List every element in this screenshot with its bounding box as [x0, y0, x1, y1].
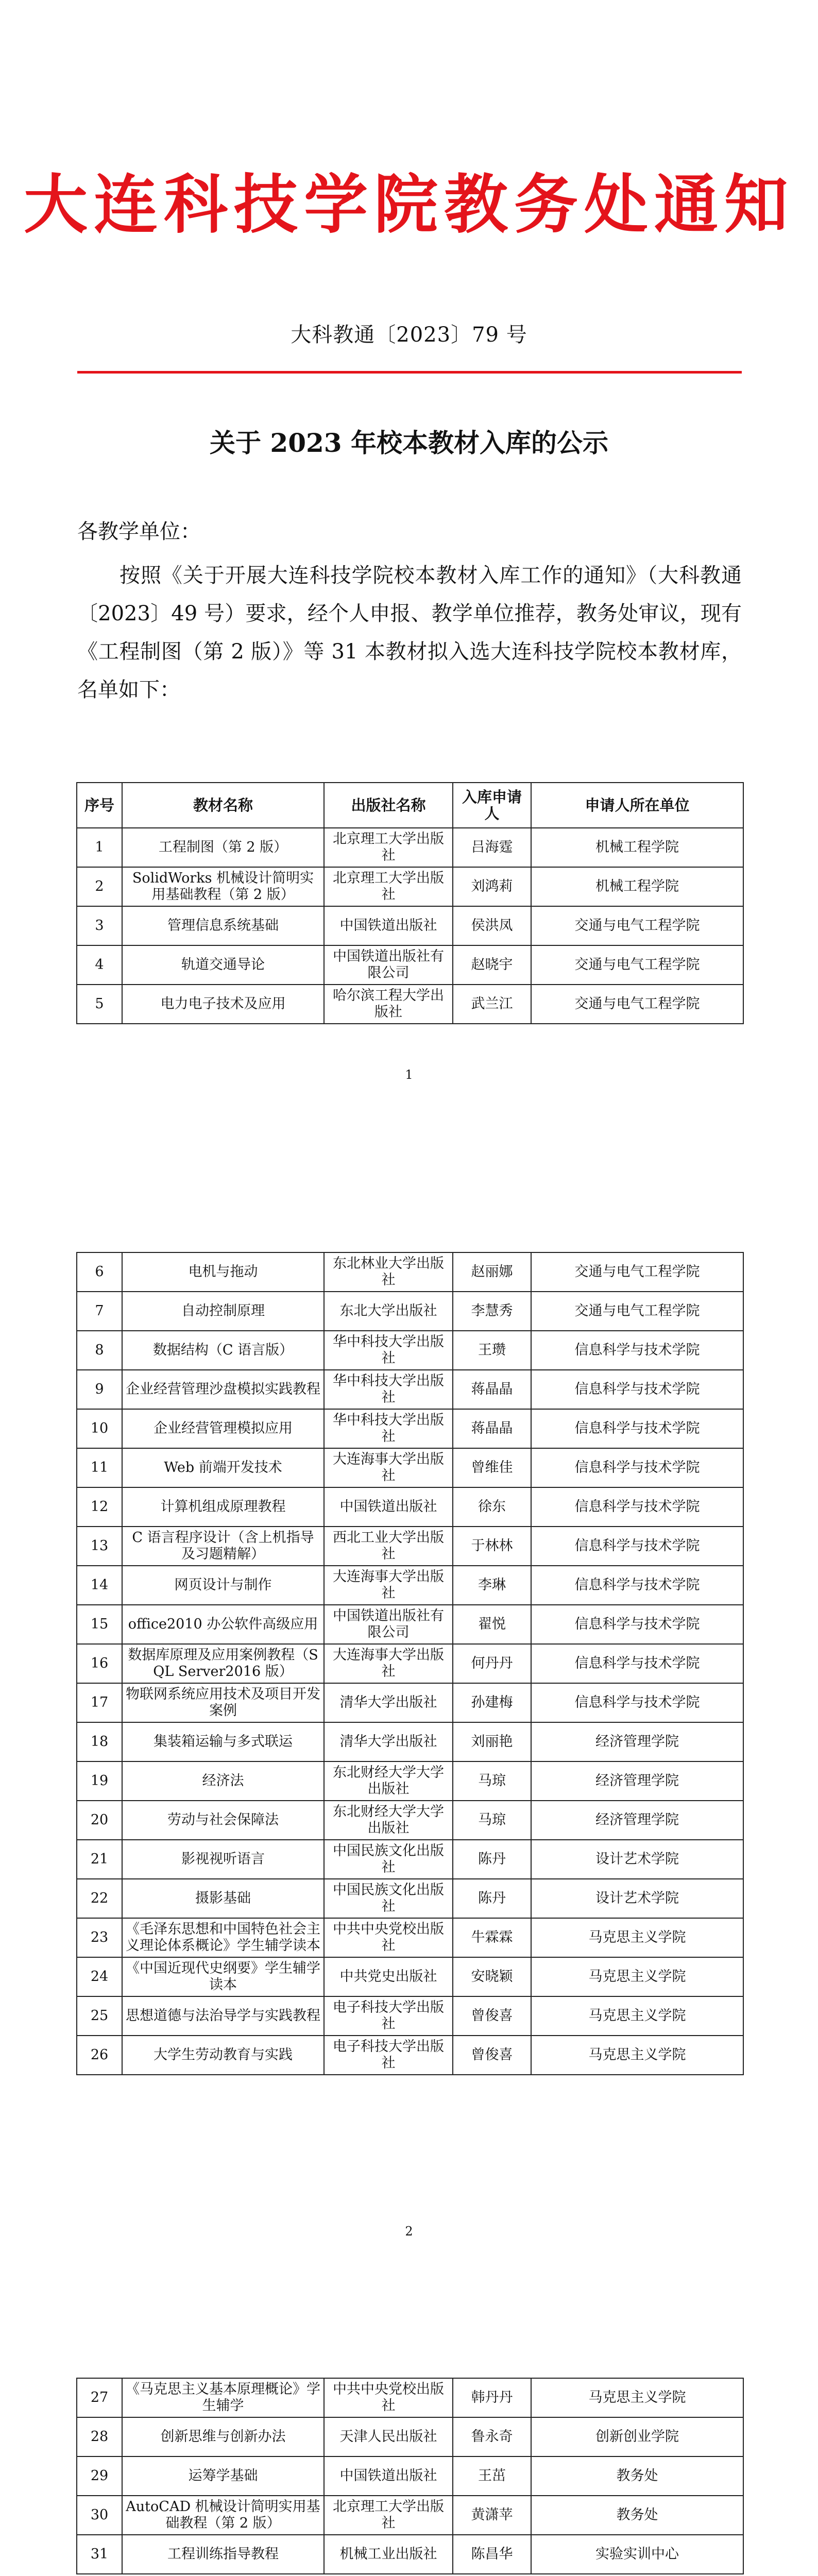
cell-applicant: 曾俊喜 — [453, 2036, 531, 2075]
table-row — [77, 1918, 743, 1957]
header-index: 序号 — [77, 783, 122, 828]
cell-index: 5 — [77, 985, 122, 1024]
red-divider — [77, 371, 742, 374]
cell-applicant: 王茁 — [453, 2456, 531, 2496]
cell-index: 28 — [77, 2417, 122, 2456]
cell-title: 大学生劳动教育与实践 — [122, 2036, 324, 2075]
cell-applicant: 赵丽娜 — [453, 1252, 531, 1292]
cell-publisher: 中国民族文化出版社 — [324, 1840, 453, 1879]
cell-unit: 设计艺术学院 — [531, 1840, 743, 1879]
table-header-row — [77, 783, 743, 828]
cell-index: 3 — [77, 906, 122, 945]
cell-applicant: 李慧秀 — [453, 1292, 531, 1331]
cell-applicant: 牛霖霖 — [453, 1918, 531, 1957]
cell-index: 23 — [77, 1918, 122, 1957]
cell-publisher: 东北大学出版社 — [324, 1292, 453, 1331]
header-unit: 申请人所在单位 — [531, 783, 743, 828]
cell-publisher: 东北财经大学大学出版社 — [324, 1801, 453, 1840]
cell-title: 运筹学基础 — [122, 2456, 324, 2496]
cell-title: 电力电子技术及应用 — [122, 985, 324, 1024]
cell-title: 《毛泽东思想和中国特色社会主义理论体系概论》学生辅学读本 — [122, 1918, 324, 1957]
table-row — [77, 1448, 743, 1487]
cell-unit: 信息科学与技术学院 — [531, 1370, 743, 1409]
cell-applicant: 曾维佳 — [453, 1448, 531, 1487]
cell-publisher: 中共中央党校出版社 — [324, 2378, 453, 2417]
cell-unit: 教务处 — [531, 2496, 743, 2535]
cell-title: 自动控制原理 — [122, 1292, 324, 1331]
cell-title: 电机与拖动 — [122, 1252, 324, 1292]
cell-publisher: 华中科技大学出版社 — [324, 1370, 453, 1409]
table-row — [77, 1996, 743, 2036]
cell-applicant: 韩丹丹 — [453, 2378, 531, 2417]
cell-applicant: 安晓颖 — [453, 1957, 531, 1996]
table-row — [77, 1801, 743, 1840]
cell-unit: 创新创业学院 — [531, 2417, 743, 2456]
cell-publisher: 华中科技大学出版社 — [324, 1409, 453, 1448]
cell-index: 22 — [77, 1879, 122, 1918]
table-row — [77, 1252, 743, 1292]
cell-title: 企业经营管理沙盘模拟实践教程 — [122, 1370, 324, 1409]
table-row — [77, 2456, 743, 2496]
notice-title: 关于 2023 年校本教材入库的公示 — [210, 428, 608, 458]
cell-index: 30 — [77, 2496, 122, 2535]
cell-applicant: 孙建梅 — [453, 1683, 531, 1722]
table-row — [77, 1605, 743, 1644]
cell-title: 网页设计与制作 — [122, 1566, 324, 1605]
table-row — [77, 2417, 743, 2456]
cell-unit: 机械工程学院 — [531, 828, 743, 867]
cell-unit: 信息科学与技术学院 — [531, 1683, 743, 1722]
cell-title: 摄影基础 — [122, 1879, 324, 1918]
table-row — [77, 1957, 743, 1996]
cell-index: 14 — [77, 1566, 122, 1605]
table-row — [77, 2036, 743, 2075]
cell-unit: 马克思主义学院 — [531, 1996, 743, 2036]
cell-unit: 信息科学与技术学院 — [531, 1644, 743, 1683]
table-row — [77, 2496, 743, 2535]
cell-applicant: 于林林 — [453, 1527, 531, 1566]
textbook-table-part-2 — [76, 1252, 744, 2075]
table-row — [77, 1683, 743, 1722]
table-row — [77, 1879, 743, 1918]
cell-applicant: 王瓒 — [453, 1331, 531, 1370]
header-title: 教材名称 — [122, 783, 324, 828]
cell-title: 创新思维与创新办法 — [122, 2417, 324, 2456]
cell-index: 26 — [77, 2036, 122, 2075]
cell-title: 管理信息系统基础 — [122, 906, 324, 945]
table-row — [77, 1487, 743, 1527]
cell-publisher: 中共中央党校出版社 — [324, 1918, 453, 1957]
cell-index: 24 — [77, 1957, 122, 1996]
cell-applicant: 翟悦 — [453, 1605, 531, 1644]
page-number: 1 — [405, 1067, 413, 1082]
cell-publisher: 大连海事大学出版社 — [324, 1448, 453, 1487]
salutation: 各教学单位： — [77, 520, 201, 544]
cell-applicant: 徐东 — [453, 1487, 531, 1527]
cell-index: 9 — [77, 1370, 122, 1409]
cell-unit: 交通与电气工程学院 — [531, 906, 743, 945]
cell-title: 轨道交通导论 — [122, 945, 324, 985]
cell-unit: 信息科学与技术学院 — [531, 1409, 743, 1448]
cell-unit: 实验实训中心 — [531, 2535, 743, 2574]
cell-applicant: 武兰江 — [453, 985, 531, 1024]
cell-index: 4 — [77, 945, 122, 985]
cell-publisher: 中国铁道出版社有限公司 — [324, 1605, 453, 1644]
cell-applicant: 陈丹 — [453, 1840, 531, 1879]
cell-index: 13 — [77, 1527, 122, 1566]
cell-index: 31 — [77, 2535, 122, 2574]
cell-index: 11 — [77, 1448, 122, 1487]
cell-publisher: 天津人民出版社 — [324, 2417, 453, 2456]
cell-publisher: 西北工业大学出版社 — [324, 1527, 453, 1566]
cell-index: 2 — [77, 867, 122, 906]
cell-title: Web 前端开发技术 — [122, 1448, 324, 1487]
cell-applicant: 马琼 — [453, 1801, 531, 1840]
cell-index: 12 — [77, 1487, 122, 1527]
cell-publisher: 中共党史出版社 — [324, 1957, 453, 1996]
cell-applicant: 马琼 — [453, 1761, 531, 1801]
table-row — [77, 985, 743, 1024]
cell-applicant: 吕海霆 — [453, 828, 531, 867]
cell-unit: 马克思主义学院 — [531, 2036, 743, 2075]
cell-title: 《中国近现代史纲要》学生辅学读本 — [122, 1957, 324, 1996]
cell-unit: 马克思主义学院 — [531, 2378, 743, 2417]
cell-publisher: 北京理工大学出版社 — [324, 828, 453, 867]
cell-title: office2010 办公软件高级应用 — [122, 1605, 324, 1644]
cell-publisher: 清华大学出版社 — [324, 1683, 453, 1722]
cell-index: 20 — [77, 1801, 122, 1840]
cell-publisher: 大连海事大学出版社 — [324, 1644, 453, 1683]
table-row — [77, 1840, 743, 1879]
cell-index: 19 — [77, 1761, 122, 1801]
cell-unit: 机械工程学院 — [531, 867, 743, 906]
cell-applicant: 黄潇苹 — [453, 2496, 531, 2535]
cell-unit: 经济管理学院 — [531, 1722, 743, 1761]
table-row — [77, 2535, 743, 2574]
cell-title: 数据库原理及应用案例教程（SQL Server2016 版） — [122, 1644, 324, 1683]
cell-applicant: 曾俊喜 — [453, 1996, 531, 2036]
document-number: 大科教通〔2023〕79 号 — [291, 323, 527, 347]
textbook-table-part-3 — [76, 2378, 744, 2574]
cell-unit: 信息科学与技术学院 — [531, 1566, 743, 1605]
cell-unit: 交通与电气工程学院 — [531, 1252, 743, 1292]
table-row — [77, 1527, 743, 1566]
cell-index: 18 — [77, 1722, 122, 1761]
page-number: 2 — [405, 2224, 413, 2239]
cell-unit: 经济管理学院 — [531, 1761, 743, 1801]
table-row — [77, 1409, 743, 1448]
cell-unit: 信息科学与技术学院 — [531, 1605, 743, 1644]
table-row — [77, 945, 743, 985]
cell-applicant: 刘丽艳 — [453, 1722, 531, 1761]
cell-publisher: 中国民族文化出版社 — [324, 1879, 453, 1918]
cell-index: 21 — [77, 1840, 122, 1879]
cell-applicant: 侯洪凤 — [453, 906, 531, 945]
cell-title: 工程制图（第 2 版） — [122, 828, 324, 867]
cell-publisher: 大连海事大学出版社 — [324, 1566, 453, 1605]
cell-publisher: 东北林业大学出版社 — [324, 1252, 453, 1292]
cell-publisher: 电子科技大学出版社 — [324, 2036, 453, 2075]
cell-index: 8 — [77, 1331, 122, 1370]
cell-publisher: 中国铁道出版社 — [324, 1487, 453, 1527]
office-headline: 大连科技学院教务处通知 — [23, 167, 794, 242]
cell-applicant: 蒋晶晶 — [453, 1409, 531, 1448]
cell-title: 计算机组成原理教程 — [122, 1487, 324, 1527]
cell-unit: 经济管理学院 — [531, 1801, 743, 1840]
table-row — [77, 1370, 743, 1409]
cell-publisher: 中国铁道出版社 — [324, 906, 453, 945]
cell-index: 29 — [77, 2456, 122, 2496]
cell-index: 10 — [77, 1409, 122, 1448]
page-1 — [0, 0, 818, 1157]
cell-unit: 马克思主义学院 — [531, 1957, 743, 1996]
cell-title: 企业经营管理模拟应用 — [122, 1409, 324, 1448]
table-row — [77, 1331, 743, 1370]
cell-unit: 信息科学与技术学院 — [531, 1487, 743, 1527]
table-row — [77, 1761, 743, 1801]
cell-title: 影视视听语言 — [122, 1840, 324, 1879]
header-applicant: 入库申请人 — [453, 783, 531, 828]
cell-title: 工程训练指导教程 — [122, 2535, 324, 2574]
cell-publisher: 中国铁道出版社 — [324, 2456, 453, 2496]
cell-applicant: 李琳 — [453, 1566, 531, 1605]
cell-applicant: 陈昌华 — [453, 2535, 531, 2574]
textbook-table-part-1 — [76, 782, 744, 1024]
cell-index: 17 — [77, 1683, 122, 1722]
cell-title: 经济法 — [122, 1761, 324, 1801]
table-row — [77, 1644, 743, 1683]
cell-applicant: 蒋晶晶 — [453, 1370, 531, 1409]
cell-title: 《马克思主义基本原理概论》学生辅学 — [122, 2378, 324, 2417]
cell-index: 1 — [77, 828, 122, 867]
cell-unit: 马克思主义学院 — [531, 1918, 743, 1957]
cell-title: 物联网系统应用技术及项目开发案例 — [122, 1683, 324, 1722]
cell-title: 劳动与社会保障法 — [122, 1801, 324, 1840]
cell-applicant: 陈丹 — [453, 1879, 531, 1918]
cell-unit: 交通与电气工程学院 — [531, 945, 743, 985]
cell-title: 数据结构（C 语言版） — [122, 1331, 324, 1370]
table-row — [77, 867, 743, 906]
cell-unit: 设计艺术学院 — [531, 1879, 743, 1918]
cell-publisher: 机械工业出版社 — [324, 2535, 453, 2574]
cell-publisher: 电子科技大学出版社 — [324, 1996, 453, 2036]
cell-unit: 教务处 — [531, 2456, 743, 2496]
table-row — [77, 2378, 743, 2417]
cell-publisher: 中国铁道出版社有限公司 — [324, 945, 453, 985]
cell-title: C 语言程序设计（含上机指导及习题精解） — [122, 1527, 324, 1566]
cell-publisher: 清华大学出版社 — [324, 1722, 453, 1761]
cell-publisher: 东北财经大学大学出版社 — [324, 1761, 453, 1801]
cell-applicant: 赵晓宇 — [453, 945, 531, 985]
cell-title: SolidWorks 机械设计简明实用基础教程（第 2 版） — [122, 867, 324, 906]
cell-unit: 交通与电气工程学院 — [531, 985, 743, 1024]
cell-publisher: 北京理工大学出版社 — [324, 867, 453, 906]
cell-applicant: 鲁永奇 — [453, 2417, 531, 2456]
cell-title: 集装箱运输与多式联运 — [122, 1722, 324, 1761]
table-row — [77, 1292, 743, 1331]
cell-unit: 信息科学与技术学院 — [531, 1527, 743, 1566]
cell-index: 7 — [77, 1292, 122, 1331]
cell-index: 15 — [77, 1605, 122, 1644]
cell-publisher: 北京理工大学出版社 — [324, 2496, 453, 2535]
table-row — [77, 1566, 743, 1605]
cell-unit: 交通与电气工程学院 — [531, 1292, 743, 1331]
cell-applicant: 何丹丹 — [453, 1644, 531, 1683]
cell-unit: 信息科学与技术学院 — [531, 1448, 743, 1487]
cell-applicant: 刘鸿莉 — [453, 867, 531, 906]
cell-unit: 信息科学与技术学院 — [531, 1331, 743, 1370]
cell-index: 16 — [77, 1644, 122, 1683]
table-row — [77, 828, 743, 867]
intro-paragraph: 按照《关于开展大连科技学院校本教材入库工作的通知》（大科教通〔2023〕49 号）要求，经个人申报、教学单位推荐，教务处审议，现有《工程制图（第 2 版）》等 31 本教材拟入选大连科技学院校本教材库，名单如下： — [77, 564, 742, 702]
cell-index: 25 — [77, 1996, 122, 2036]
cell-index: 6 — [77, 1252, 122, 1292]
table-row — [77, 1722, 743, 1761]
cell-publisher: 华中科技大学出版社 — [324, 1331, 453, 1370]
cell-title: AutoCAD 机械设计简明实用基础教程（第 2 版） — [122, 2496, 324, 2535]
cell-index: 27 — [77, 2378, 122, 2417]
cell-title: 思想道德与法治导学与实践教程 — [122, 1996, 324, 2036]
table-row — [77, 906, 743, 945]
header-publisher: 出版社名称 — [324, 783, 453, 828]
cell-publisher: 哈尔滨工程大学出版社 — [324, 985, 453, 1024]
